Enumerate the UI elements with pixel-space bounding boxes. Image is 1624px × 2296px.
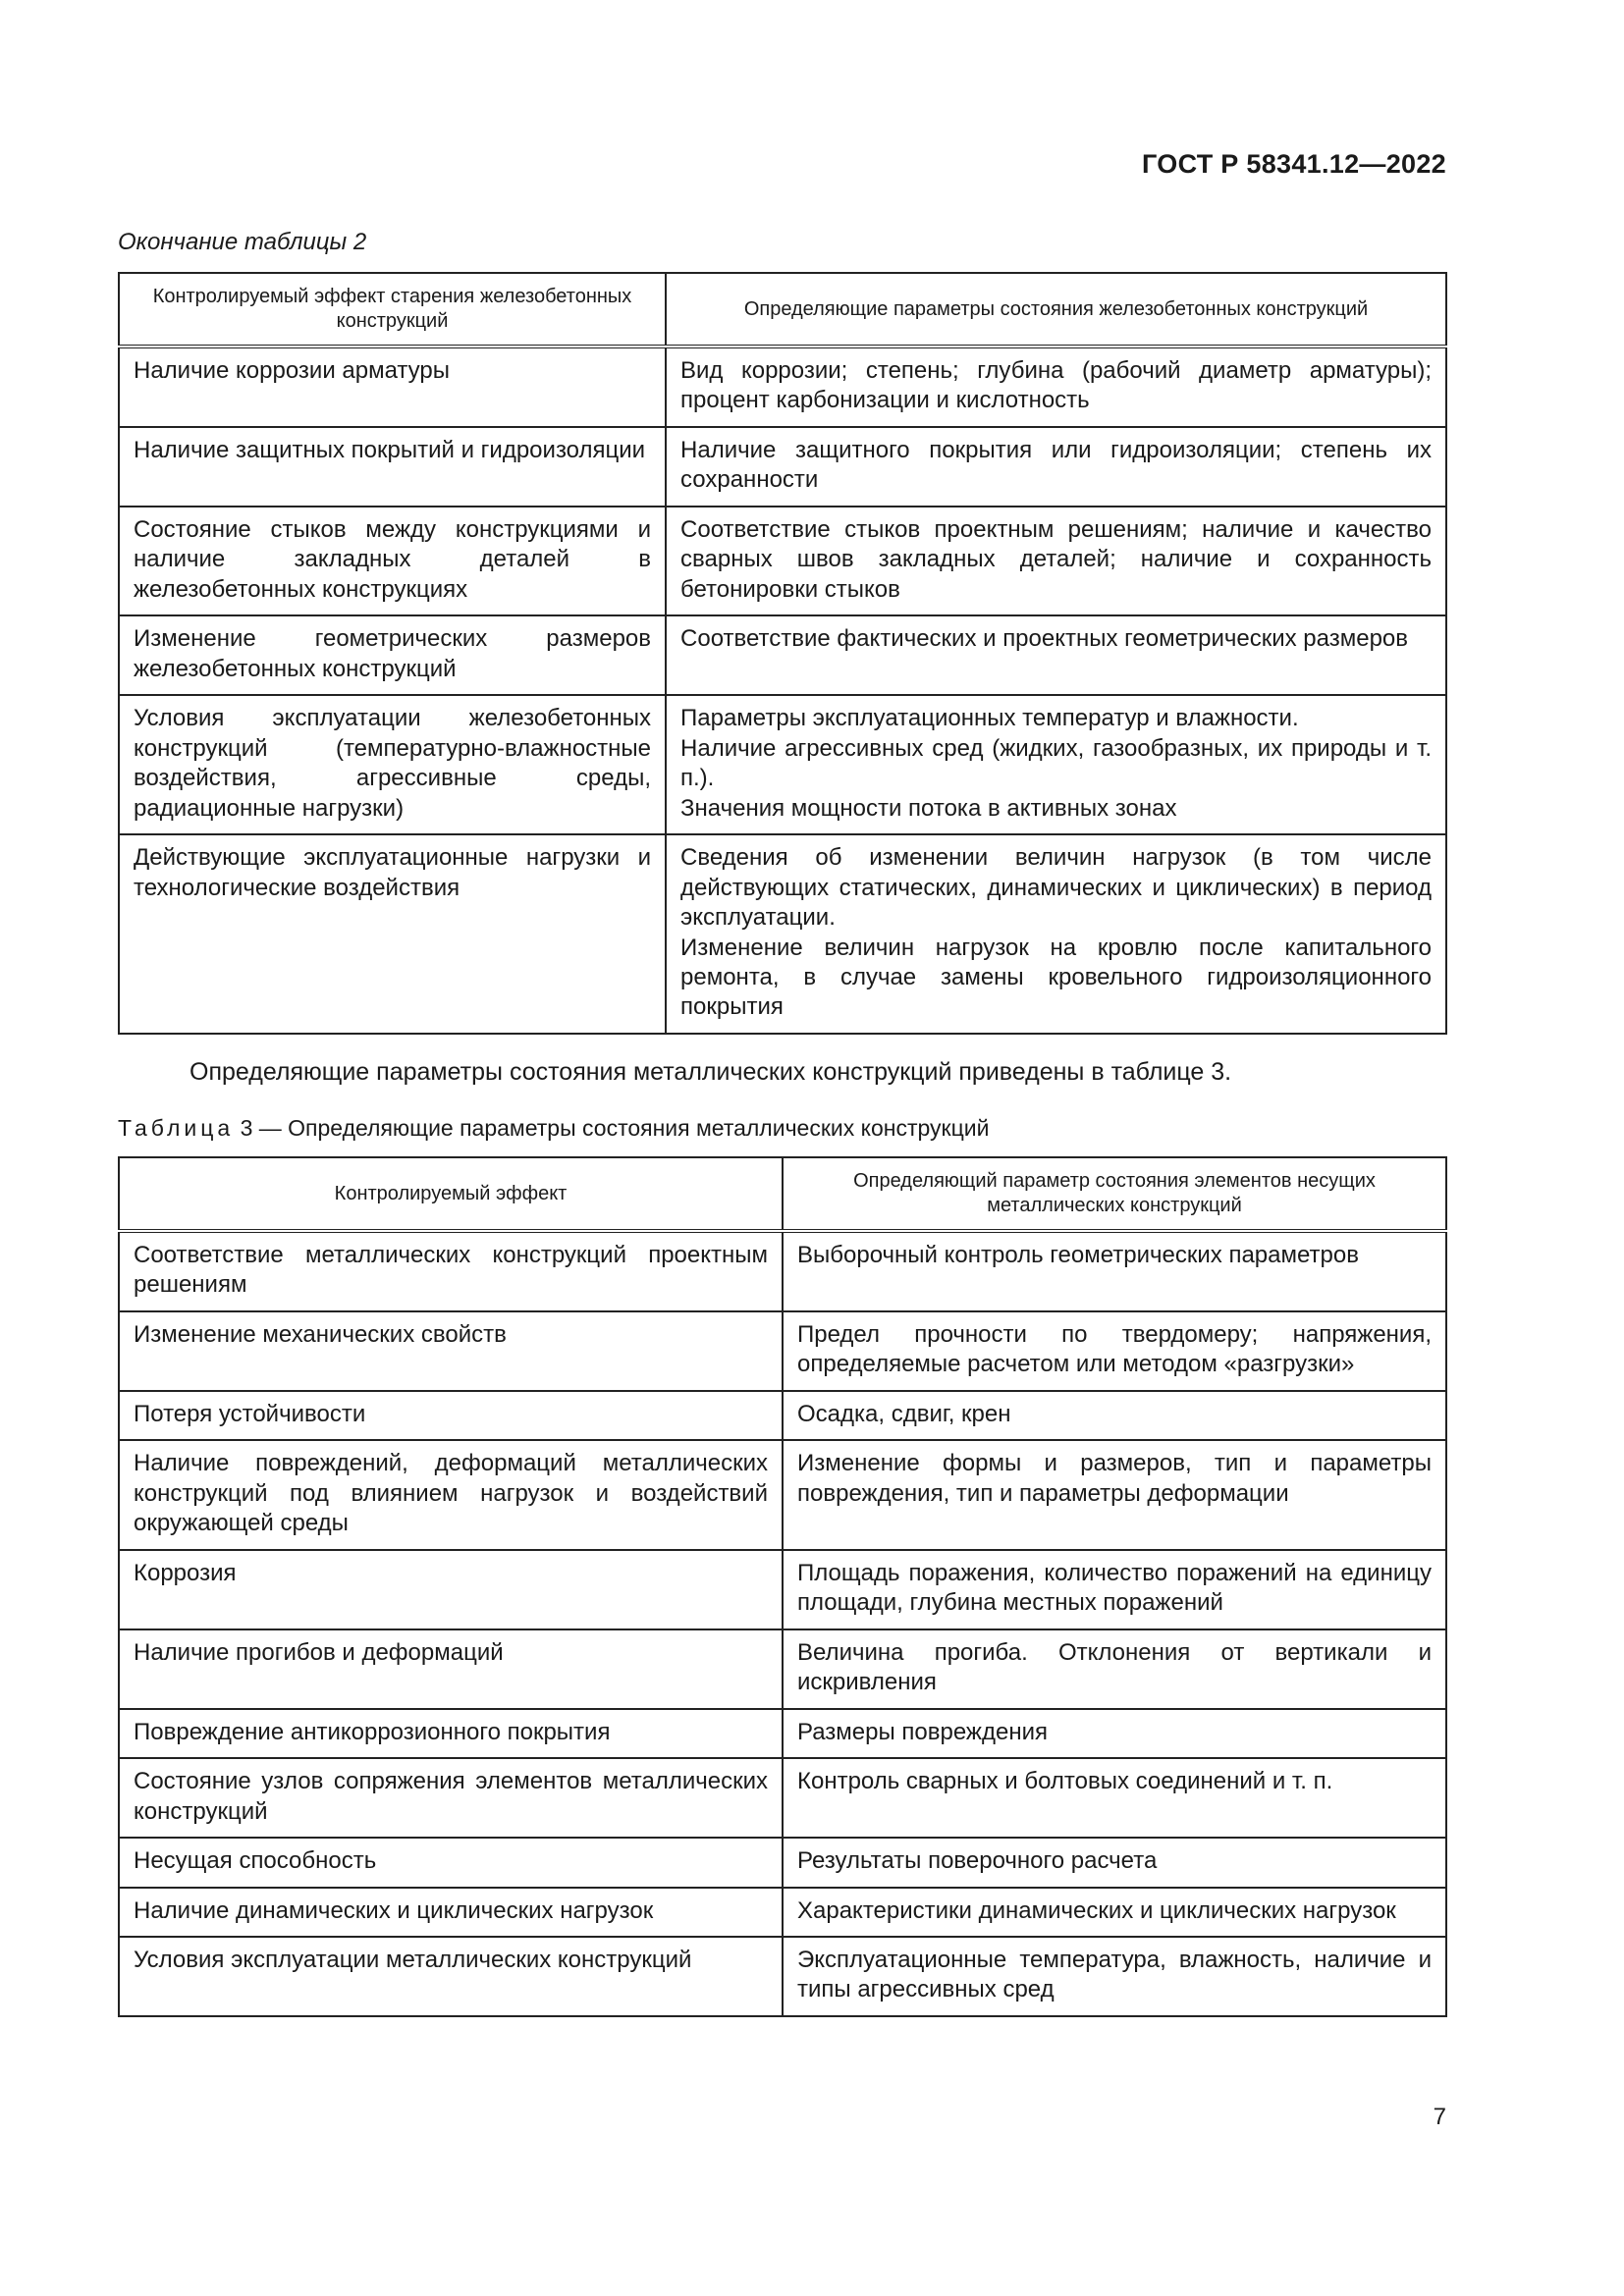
table2-parameter-line: Значения мощности потока в активных зонах: [680, 794, 1177, 822]
table-2: [118, 272, 1447, 1035]
table2-parameters-cell: [666, 695, 1446, 834]
table3-parameter-cell: Величина прогиба. Отклонения от вертикали и искривления: [783, 1629, 1446, 1709]
table2-parameter-line: Наличие агрессивных сред (жидких, газообразных, их природы и т. п.).: [680, 734, 1432, 792]
table2-effect-cell: Наличие коррозии арматуры: [119, 347, 666, 427]
table3-parameter-cell: Площадь поражения, количество поражений на единицу площади, глубина местных поражений: [783, 1550, 1446, 1629]
table3-parameter-cell: Предел прочности по твердомеру; напряжения, определяемые расчетом или методом «разгрузки»: [783, 1311, 1446, 1391]
table2-parameters-cell: [666, 427, 1446, 507]
standard-number-header: ГОСТ Р 58341.12—2022: [1142, 149, 1446, 179]
table3-parameter-cell: Результаты поверочного расчета: [783, 1838, 1446, 1887]
table3-effect-cell: Состояние узлов сопряжения элементов металлических конструкций: [119, 1758, 783, 1838]
table3-caption-label: Таблица: [118, 1115, 235, 1141]
table-row: [119, 1838, 1446, 1887]
body-paragraph: Определяющие параметры состояния металлических конструкций приведены в таблице 3.: [189, 1058, 1232, 1086]
table2-effect-cell: Изменение геометрических размеров железобетонных конструкций: [119, 615, 666, 695]
table-row: [119, 615, 1446, 695]
table2-column-header-parameters: Определяющие параметры состояния железобетонных конструкций: [666, 273, 1446, 347]
table2-parameters-cell: [666, 834, 1446, 1034]
table3-effect-cell: Изменение механических свойств: [119, 1311, 783, 1391]
table3-caption-title: 3 — Определяющие параметры состояния металлических конструкций: [234, 1115, 990, 1141]
table2-parameters-cell: [666, 615, 1446, 695]
table-row: [119, 1629, 1446, 1709]
table2-continuation-caption: Окончание таблицы 2: [118, 229, 367, 255]
table2-effect-cell: Действующие эксплуатационные нагрузки и технологические воздействия: [119, 834, 666, 1034]
table-row: [119, 1391, 1446, 1440]
table2-parameter-line: Наличие защитного покрытия или гидроизоляции; степень их сохранности: [680, 436, 1432, 494]
table3-effect-cell: Наличие прогибов и деформаций: [119, 1629, 783, 1709]
table3-parameter-cell: Характеристики динамических и циклических нагрузок: [783, 1888, 1446, 1937]
table-row: [119, 1758, 1446, 1838]
table3-effect-cell: Повреждение антикоррозионного покрытия: [119, 1709, 783, 1758]
table3-caption: [118, 1115, 989, 1142]
table-row: [119, 1440, 1446, 1549]
table-row: [119, 1550, 1446, 1629]
table-row: [119, 695, 1446, 834]
table2-parameter-line: Параметры эксплуатационных температур и влажности.: [680, 705, 1299, 732]
table-row: [119, 1311, 1446, 1391]
table2-parameters-cell: [666, 507, 1446, 615]
table2-parameter-line: Вид коррозии; степень; глубина (рабочий диаметр арматуры); процент карбонизации и кислотность: [680, 357, 1432, 414]
table3-parameter-cell: Контроль сварных и болтовых соединений и т. п.: [783, 1758, 1446, 1838]
table-3: [118, 1156, 1447, 2017]
table2-parameter-line: Соответствие стыков проектным решениям; наличие и качество сварных швов закладных деталей; наличие и сохранность бетонировки стыков: [680, 515, 1432, 603]
table3-parameter-cell: Осадка, сдвиг, крен: [783, 1391, 1446, 1440]
table-row: [119, 1231, 1446, 1311]
table2-parameter-line: Сведения об изменении величин нагрузок (в том числе действующих статических, динамических и циклических) в период эксплуатации.: [680, 844, 1432, 932]
table3-parameter-cell: Размеры повреждения: [783, 1709, 1446, 1758]
table3-effect-cell: Потеря устойчивости: [119, 1391, 783, 1440]
table-row: [119, 1709, 1446, 1758]
table-row: [119, 427, 1446, 507]
page-number: 7: [1433, 2104, 1446, 2130]
table3-effect-cell: Соответствие металлических конструкций проектным решениям: [119, 1231, 783, 1311]
table-row: [119, 1937, 1446, 2016]
table2-column-header-effect: Контролируемый эффект старения железобетонных конструкций: [119, 273, 666, 347]
table2-parameter-line: Соответствие фактических и проектных геометрических размеров: [680, 625, 1409, 653]
table3-parameter-cell: Эксплуатационные температура, влажность, наличие и типы агрессивных сред: [783, 1937, 1446, 2016]
table-row: [119, 347, 1446, 427]
table2-effect-cell: Условия эксплуатации железобетонных конструкций (температурно-влажностные воздействия, агрессивные среды, радиационные нагрузки): [119, 695, 666, 834]
table2-effect-cell: Наличие защитных покрытий и гидроизоляции: [119, 427, 666, 507]
table3-column-header-parameter: Определяющий параметр состояния элементов несущих металлических конструкций: [783, 1157, 1446, 1231]
table3-header-row: [119, 1157, 1446, 1231]
table-row: [119, 507, 1446, 615]
table2-parameters-cell: [666, 347, 1446, 427]
table2-effect-cell: Состояние стыков между конструкциями и наличие закладных деталей в железобетонных конструкциях: [119, 507, 666, 615]
table-row: [119, 1888, 1446, 1937]
table3-parameter-cell: Выборочный контроль геометрических параметров: [783, 1231, 1446, 1311]
table-row: [119, 834, 1446, 1034]
table3-effect-cell: Условия эксплуатации металлических конструкций: [119, 1937, 783, 2016]
table3-effect-cell: Коррозия: [119, 1550, 783, 1629]
table2-parameter-line: Изменение величин нагрузок на кровлю после капитального ремонта, в случае замены кровельного гидроизоляционного покрытия: [680, 934, 1432, 1021]
table3-effect-cell: Несущая способность: [119, 1838, 783, 1887]
table3-column-header-effect: Контролируемый эффект: [119, 1157, 783, 1231]
table3-parameter-cell: Изменение формы и размеров, тип и параметры повреждения, тип и параметры деформации: [783, 1440, 1446, 1549]
table2-header-row: [119, 273, 1446, 347]
table3-effect-cell: Наличие динамических и циклических нагрузок: [119, 1888, 783, 1937]
table3-effect-cell: Наличие повреждений, деформаций металлических конструкций под влиянием нагрузок и воздействий окружающей среды: [119, 1440, 783, 1549]
